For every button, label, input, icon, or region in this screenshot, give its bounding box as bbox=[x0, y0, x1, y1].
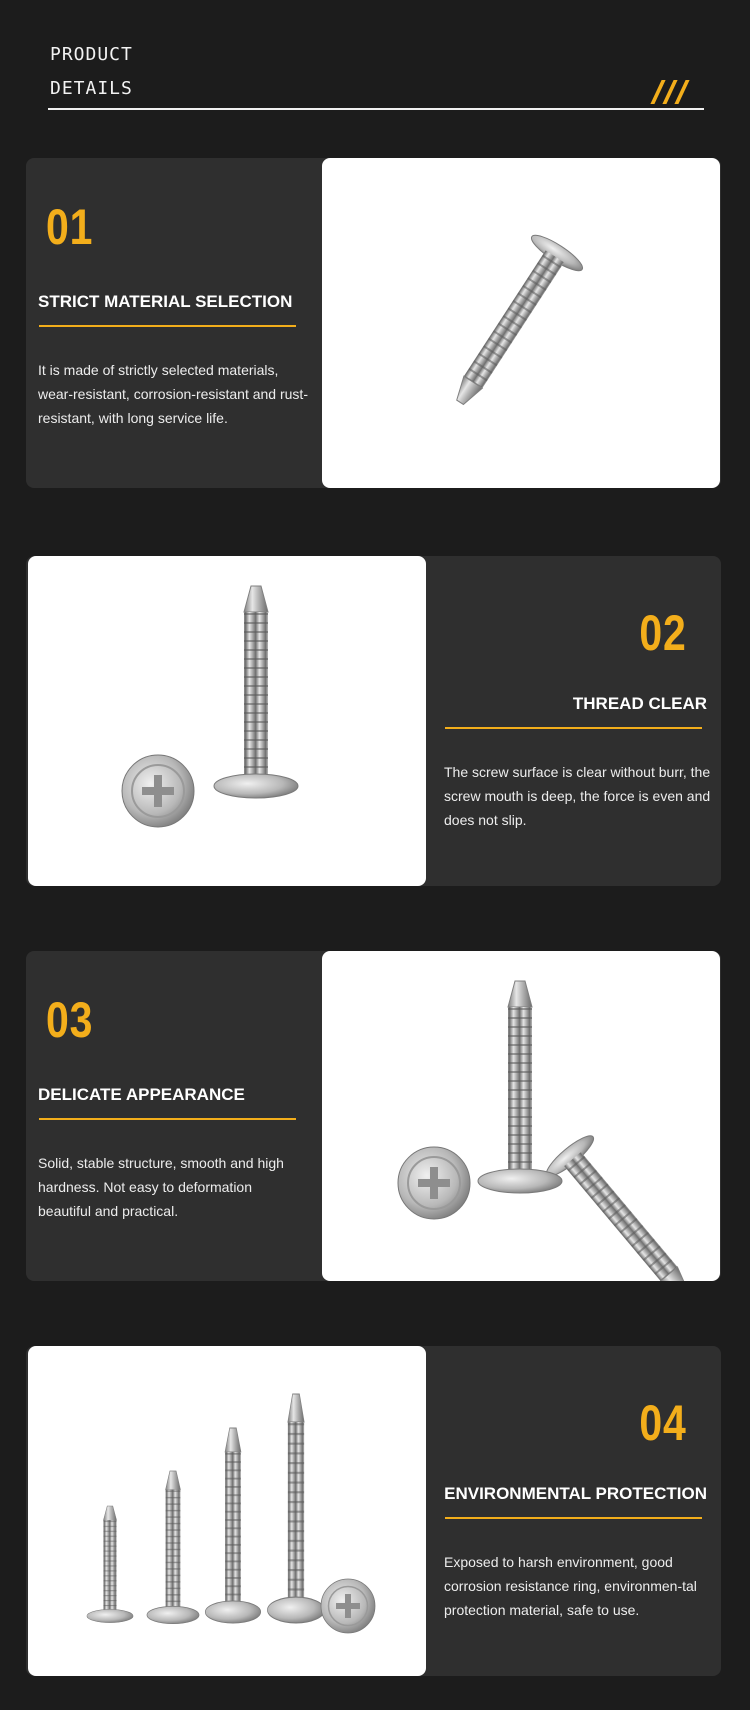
feature-number: 03 bbox=[46, 992, 94, 1048]
feature-underline bbox=[445, 1517, 702, 1519]
feature-underline bbox=[39, 1118, 296, 1120]
feature-description: The screw surface is clear without burr, the screw mouth is deep, the force is even and does not slip. bbox=[444, 764, 711, 828]
feature-number: 01 bbox=[46, 199, 94, 255]
feature-number: 02 bbox=[639, 605, 687, 661]
screw-product-image bbox=[322, 951, 720, 1281]
header-title-line2: DETAILS bbox=[50, 78, 133, 99]
feature-card-4 bbox=[26, 1346, 721, 1676]
slash-accent-icon bbox=[648, 80, 692, 104]
feature-description: Solid, stable structure, smooth and high hardness. Not easy to deformation beautiful and practical. bbox=[38, 1155, 284, 1219]
feature-underline bbox=[39, 325, 296, 327]
screw-product-image bbox=[322, 158, 720, 488]
feature-title: ENVIRONMENTAL PROTECTION bbox=[444, 1484, 707, 1503]
feature-description: Exposed to harsh environment, good corrosion resistance ring, environmen-tal protection material, safe to use. bbox=[444, 1554, 697, 1618]
product-details-header bbox=[50, 40, 704, 112]
header-title-line1: PRODUCT bbox=[50, 44, 133, 65]
feature-card-1 bbox=[26, 158, 721, 488]
feature-title: STRICT MATERIAL SELECTION bbox=[38, 292, 293, 311]
screw-product-image bbox=[28, 556, 426, 886]
feature-description: It is made of strictly selected materials, wear-resistant, corrosion-resistant and rust-resistant, with long service life. bbox=[38, 362, 308, 426]
feature-card-3 bbox=[26, 951, 721, 1281]
header-divider bbox=[48, 108, 704, 110]
feature-underline bbox=[445, 727, 702, 729]
feature-title: THREAD CLEAR bbox=[572, 694, 707, 713]
screw-product-image bbox=[28, 1346, 426, 1676]
feature-title: DELICATE APPEARANCE bbox=[38, 1085, 245, 1104]
feature-card-2 bbox=[26, 556, 721, 886]
feature-number: 04 bbox=[639, 1395, 687, 1451]
